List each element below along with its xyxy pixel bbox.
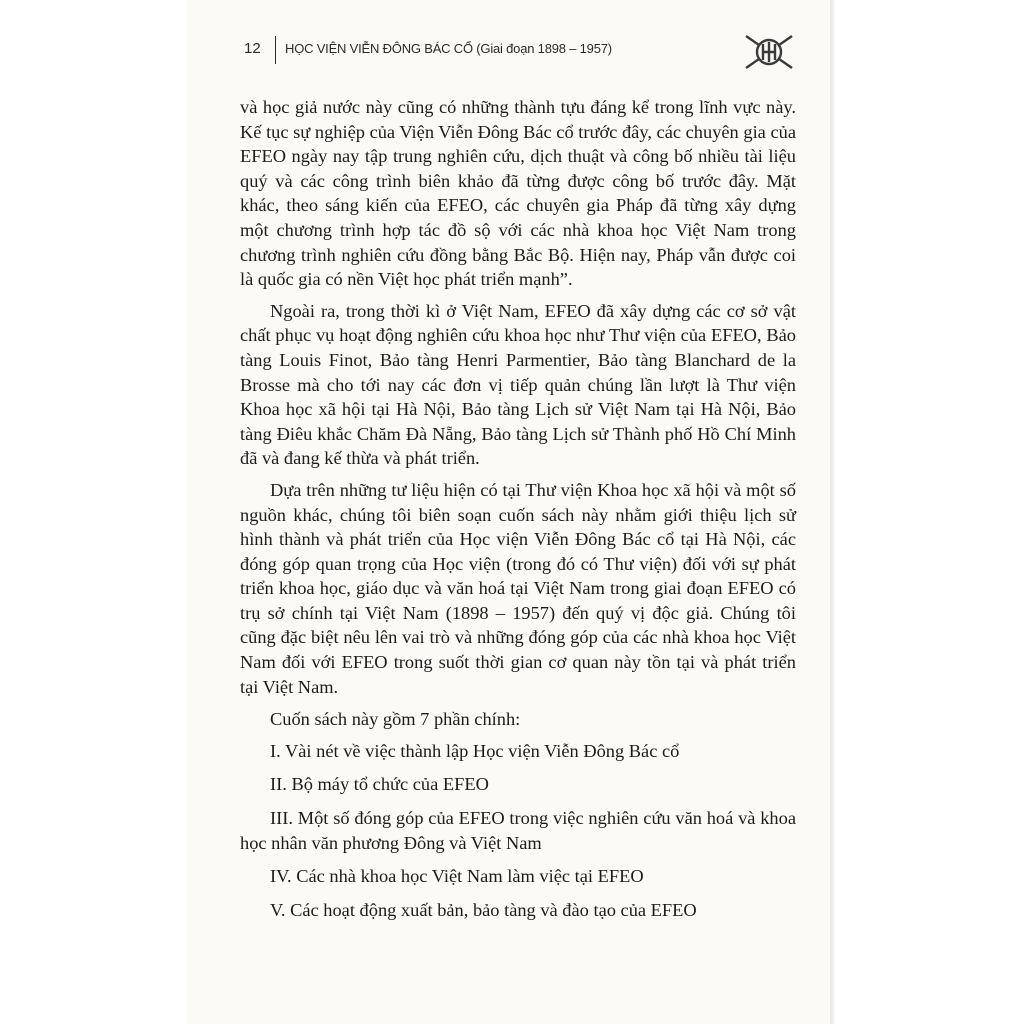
paragraph-continued: và học giả nước này cũng có những thành tựu đáng kể trong lĩnh vực này. Kế tục sự nghiệp của Viện Viễn Đông Bác cổ trước đây, các chuyên gia của EFEO ngày nay tập trung nghiên cứu, dịch thuật và công bố nhiều tài liệu quý và các công trình biên khảo đã từng được công bố trước đây. Mặt khác, theo sáng kiến của EFEO, các chuyên gia Pháp đã từng xây dựng một chương trình hợp tác đồ sộ với các nhà khoa học Việt Nam trong chương trình nghiên cứu đồng bằng Bắc Bộ. Hiện nay, Pháp vẫn được coi là quốc gia có nền Việt học phát triển mạnh”. — [240, 97, 796, 290]
page-number: 12 — [244, 40, 261, 57]
paragraph: Dựa trên những tư liệu hiện có tại Thư viện Khoa học xã hội và một số nguồn khác, chúng tôi biên soạn cuốn sách này nhằm giới thiệu lịch sử hình thành và phát triển của Học viện Viễn Đông Bác cổ tại Hà Nội, các đóng góp quan trọng của Học viện (trong đó có Thư viện) đối với sự phát triển khoa học, giáo dục và văn hoá tại Việt Nam trong giai đoạn EFEO có trụ sở chính tại Việt Nam (1898 – 1957) đến quý vị độc giả. Chúng tôi cũng đặc biệt nêu lên vai trò và những đóng góp của các nhà khoa học Việt Nam đối với EFEO trong suốt thời gian cơ quan này tồn tại và phát triển tại Việt Nam. — [240, 479, 796, 697]
publisher-emblem-icon — [742, 34, 796, 70]
page-edge — [830, 0, 836, 1024]
table-of-contents — [240, 739, 796, 923]
toc-item: IV. Các nhà khoa học Việt Nam làm việc tại EFEO — [270, 866, 644, 887]
toc-item: II. Bộ máy tổ chức của EFEO — [270, 774, 489, 795]
page-header — [244, 34, 804, 70]
toc-heading: Cuốn sách này gồm 7 phần chính: — [270, 709, 521, 730]
toc-item: V. Các hoạt động xuất bản, bảo tàng và đào tạo của EFEO — [270, 899, 697, 920]
toc-item: I. Vài nét về việc thành lập Học viện Viễn Đông Bác cổ — [270, 740, 680, 761]
paragraph: Ngoài ra, trong thời kì ở Việt Nam, EFEO đã xây dựng các cơ sở vật chất phục vụ hoạt động nghiên cứu khoa học như Thư viện của EFEO, Bảo tàng Louis Finot, Bảo tàng Henri Parmentier, Bảo tàng Blanchard de la Brosse mà cho tới nay các đơn vị tiếp quản chúng lần lượt là Thư viện Khoa học xã hội tại Hà Nội, Bảo tàng Lịch sử Việt Nam tại Hà Nội, Bảo tàng Điêu khắc Chăm Đà Nẵng, Bảo tàng Lịch sử Thành phố Hồ Chí Minh đã và đang kế thừa và phát triển. — [240, 300, 796, 469]
body-text — [240, 95, 796, 931]
toc-item: III. Một số đóng góp của EFEO trong việc nghiên cứu văn hoá và khoa học nhân văn phương Đông và Việt Nam — [240, 808, 796, 853]
header-divider — [275, 36, 276, 64]
running-title: HỌC VIỆN VIỄN ĐÔNG BÁC CỔ (Giai đoạn 1898 – 1957) — [285, 41, 612, 56]
